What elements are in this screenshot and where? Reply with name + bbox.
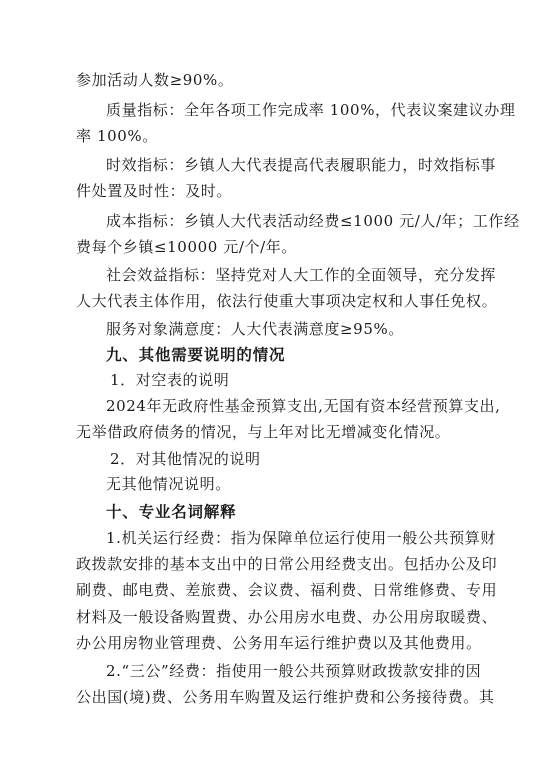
- text-line: 时效指标：乡镇人大代表提高代表履职能力，时效指标事: [106, 156, 497, 174]
- text-line: 率 100%。: [76, 127, 158, 145]
- subsection-heading: 1．对空表的说明: [110, 371, 230, 389]
- text-line: 人大代表主体作用，依法行使重大事项决定权和人事任免权。: [76, 292, 498, 310]
- text-line: 办公用房物业管理费、公务用车运行维护费以及其他费用。: [76, 634, 482, 652]
- text-line: 公出国(境)费、公务用车购置及运行维护费和公务接待费。其: [76, 688, 495, 706]
- text-line: 参加活动人数≥90%。: [76, 71, 234, 89]
- text-line: 成本指标：乡镇人大代表活动经费≤1000 元/人/年；工作经: [106, 212, 520, 230]
- text-line: 社会效益指标：坚持党对人大工作的全面领导，充分发挥: [106, 266, 497, 284]
- text-line: 材料及一般设备购置费、办公用房水电费、办公用房取暖费、: [76, 608, 498, 626]
- subsection-heading: 2．对其他情况的说明: [110, 450, 261, 468]
- text-line: 费每个乡镇≤10000 元/个/年。: [76, 238, 297, 256]
- text-line: 件处置及时性：及时。: [76, 182, 233, 200]
- text-line: 2024年无政府性基金预算支出,无国有资本经营预算支出,: [106, 397, 501, 415]
- text-line: 政拨款安排的基本支出中的日常公用经费支出。包括办公及印: [76, 555, 498, 573]
- section-heading: 九、其他需要说明的情况: [106, 346, 286, 364]
- text-line: 质量指标：全年各项工作完成率 100%，代表议案建议办理: [106, 101, 516, 119]
- text-line: 1.机关运行经费：指为保障单位运行使用一般公共预算财: [106, 529, 496, 547]
- text-line: 无举借政府债务的情况，与上年对比无增减变化情况。: [76, 423, 451, 441]
- text-line: 服务对象满意度：人大代表满意度≥95%。: [106, 320, 404, 338]
- text-line: 2.“三公”经费：指使用一般公共预算财政拨款安排的因: [106, 662, 482, 680]
- text-line: 刷费、邮电费、差旅费、会议费、福利费、日常维修费、专用: [76, 581, 498, 599]
- text-line: 无其他情况说明。: [106, 475, 231, 493]
- section-heading: 十、专业名词解释: [106, 503, 237, 521]
